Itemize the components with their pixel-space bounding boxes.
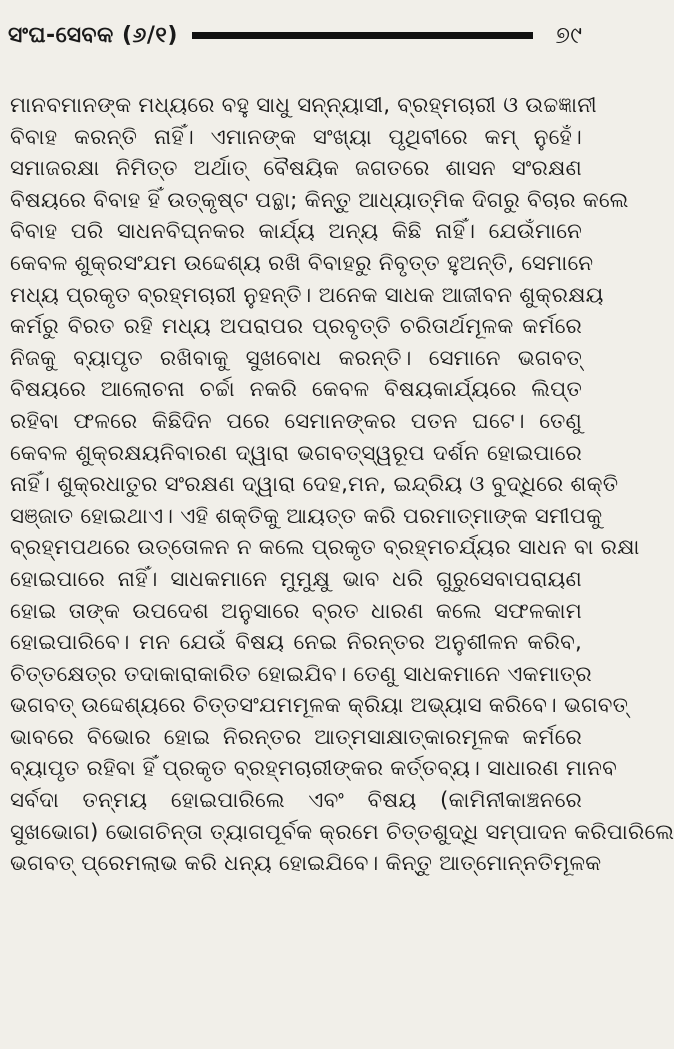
text-line: ସୁଖଭୋଗ) ଭୋଗଚିନ୍ତା ତ୍ୟାଗପୂର୍ବକ କ୍ରମେ ଚିତ୍ତଶୁଦ୍ଧି ସମ୍ପାଦନ କରିପାରିଲେ (10, 819, 674, 845)
text-line: ସର୍ବଦା ତନ୍ମୟ ହୋଇପାରିଲେ ଏବଂ ବିଷୟ (କାମିନୀକାଞ୍ଚନରେ (10, 788, 582, 814)
text-line: ହୋଇପାରିବେ। ମନ ଯେଉଁ ବିଷୟ ନେଇ ନିରନ୍ତର ଅନୁଶୀଳନ କରିବ, (10, 630, 582, 656)
text-line: ବିବାହ ପରି ସାଧନବିଘ୍ନକର କାର୍ଯ୍ୟ ଅନ୍ୟ କିଛି ନାହିଁ। ଯେଉଁମାନେ (10, 219, 582, 245)
running-title: ସଂଘ-ସେବକ (୬/୧) (8, 22, 178, 48)
text-line: ସଞ୍ଜାତ ହୋଇଥାଏ। ଏହି ଶକ୍ତିକୁ ଆୟତ୍ତ କରି ପରମାତ୍ମାଙ୍କ ସମୀପକୁ (10, 503, 603, 529)
page-number: ୭୯ (555, 21, 582, 49)
text-line: ବ୍ରହ୍ମପଥରେ ଉତ୍ତୋଳନ ନ କଲେ ପ୍ରକୃତ ବ୍ରହ୍ମଚର୍ଯ୍ୟର ସାଧନ ବା ରକ୍ଷା (10, 535, 640, 561)
text-line: ଚିତ୍ତକ୍ଷେତ୍ର ତଦାକାରାକାରିତ ହୋଇଯିବ। ତେଣୁ ସାଧକମାନେ ଏକମାତ୍ର (10, 661, 592, 687)
text-line: କେବଳ ଶୁକ୍ରସଂଯମ ଉଦ୍ଦେଶ୍ୟ ରଖି ବିବାହରୁ ନିବୃତ୍ତ ହୁଅନ୍ତି, ସେମାନେ (10, 250, 594, 276)
body-text (8, 90, 674, 880)
text-line: ବିବାହ କରନ୍ତି ନାହିଁ। ଏମାନଙ୍କ ସଂଖ୍ୟା ପୃଥିବୀରେ କମ୍ ନୁହେଁ। (10, 124, 582, 150)
text-line: କର୍ମରୁ ବିରତ ରହି ମଧ୍ୟ ଅପରାପର ପ୍ରବୃତ୍ତି ଚରିତାର୍ଥମୂଳକ କର୍ମରେ (10, 314, 582, 340)
text-line: ଭଗବତ୍ ଉଦ୍ଦେଶ୍ୟରେ ଚିତ୍ତସଂଯମମୂଳକ କ୍ରିୟା ଅଭ୍ୟାସ କରିବେ। ଭଗବତ୍ (10, 693, 629, 719)
text-line: ହୋଇ ତାଙ୍କ ଉପଦେଶ ଅନୁସାରେ ବ୍ରତ ଧାରଣ କଲେ ସଫଳକାମ (10, 598, 582, 624)
text-line: ବ୍ୟାପୃତ ରହିବା ହିଁ ପ୍ରକୃତ ବ୍ରହ୍ମଚାରୀଙ୍କର କର୍ତ୍ତବ୍ୟ। ସାଧାରଣ ମାନବ (10, 756, 617, 782)
text-line: ମଧ୍ୟ ପ୍ରକୃତ ବ୍ରହ୍ମଚାରୀ ନୁହନ୍ତି। ଅନେକ ସାଧକ ଆଜୀବନ ଶୁକ୍ରକ୍ଷୟ (10, 282, 604, 308)
text-line: ସମାଜରକ୍ଷା ନିମିତ୍ତ ଅର୍ଥାତ୍ ବୈଷୟିକ ଜଗତରେ ଶାସନ ସଂରକ୍ଷଣ (10, 156, 582, 182)
text-line: କେବଳ ଶୁକ୍ରକ୍ଷୟନିବାରଣ ଦ୍ୱାରା ଭଗବତ୍‌ସ୍ୱରୂପ ଦର୍ଶନ ହୋଇପାରେ (10, 440, 582, 466)
text-line: ନାହିଁ। ଶୁକ୍ରଧାତୁର ସଂରକ୍ଷଣ ଦ୍ୱାରା ଦେହ,ମନ, ଇନ୍ଦ୍ରିୟ ଓ ବୁଦ୍ଧିରେ ଶକ୍ତି (10, 472, 619, 498)
text-line: ନିଜକୁ ବ୍ୟାପୃତ ରଖିବାକୁ ସୁଖବୋଧ କରନ୍ତି। ସେମାନେ ଭଗବତ୍ (10, 345, 582, 371)
text-line: ଭଗବତ୍ ପ୍ରେମଲାଭ କରି ଧନ୍ୟ ହୋଇଯିବେ। କିନ୍ତୁ ଆତ୍ମୋନ୍ନତିମୂଳକ (10, 851, 602, 877)
text-line: ରହିବା ଫଳରେ କିଛିଦିନ ପରେ ସେମାନଙ୍କର ପତନ ଘଟେ। ତେଣୁ (10, 408, 582, 434)
text-line: ହୋଇପାରେ ନାହିଁ। ସାଧକମାନେ ମୁମୁକ୍ଷୁ ଭାବ ଧରି ଗୁରୁସେବାପରାୟଣ (10, 566, 582, 592)
text-line: ବିଷୟରେ ବିବାହ ହିଁ ଉତ୍କୃଷ୍ଟ ପନ୍ଥା; କିନ୍ତୁ ଆଧ୍ୟାତ୍ମିକ ଦିଗରୁ ବିଚାର କଲେ (10, 187, 629, 213)
text-line: ଭାବରେ ବିଭୋର ହୋଇ ନିରନ୍ତର ଆତ୍ମସାକ୍ଷାତ୍‌କାରମୂଳକ କର୍ମରେ (10, 724, 582, 750)
text-line: ମାନବମାନଙ୍କ ମଧ୍ୟରେ ବହୁ ସାଧୁ ସନ୍ନ୍ୟାସୀ, ବ୍ରହ୍ମଚାରୀ ଓ ଉଚ୍ଚଜ୍ଞାନୀ (10, 93, 597, 118)
text-line: ବିଷୟରେ ଆଲୋଚନା ଚର୍ଚ୍ଚା ନକରି କେବଳ ବିଷୟକାର୍ଯ୍ୟରେ ଲିପ୍ତ (10, 377, 582, 403)
page-header (8, 14, 582, 56)
header-rule (192, 32, 533, 39)
